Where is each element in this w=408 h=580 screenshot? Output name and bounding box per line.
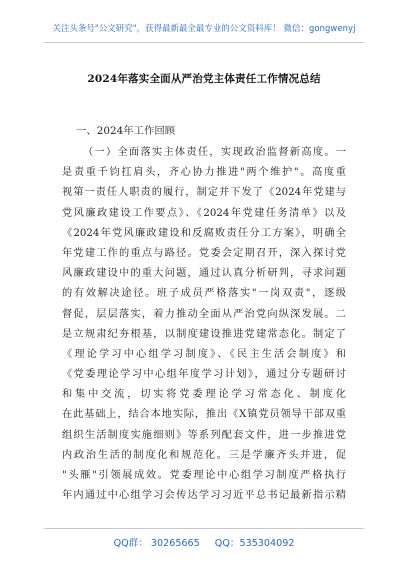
body-line: 是责重千钧扛肩头，齐心协力推进"两个维护"。高度重 [62,167,346,179]
section-heading: 一、2024年工作回顾 [76,125,176,137]
body-line: 《理论学习中心组学习制度》、《民主生活会制度》和 [62,348,346,360]
body-line: 《2024年党风廉政建设和反腐败责任分工方案》，明确全 [62,227,346,239]
body-line: 《党委理论学习中心组年度学习计划》，通过分专题研讨 [62,369,346,381]
body-line: 的有效解决途径。班子成员严格落实"一岗双责"，逐级 [62,288,346,300]
body-line: 视第一责任人职责的履行，制定并下发了《2024年党建与 [62,187,346,199]
body-line: 内政治生活的制度化和规范化。三是学廉齐头并进，促 [62,449,346,461]
footer-qq-group: QQ群： 30265665 [113,538,200,549]
footer [0,535,408,549]
body-line: （一）全面落实主体责任，实现政治监督新高度。一 [83,147,346,158]
body-line: 是立规肃纪夯根基，以制度建设推进党建常态化。制定了 [62,328,346,340]
body-line: 年内通过中心组学习会传达学习习近平总书记最新指示精 [62,490,346,502]
body-line: 在此基础上，结合本地实际，推出《X镇党员领导干部双重 [62,409,346,421]
footer-qq: QQ：535304092 [214,538,295,549]
body-line: 和集中交流，切实将党委理论学习常态化、制度化 [62,389,346,401]
body-line: 风廉政建设中的重大问题，通过认真分析研判，寻求问题 [62,268,346,280]
document-title: 2024年落实全面从严治党主体责任工作情况总结 [87,73,321,85]
header-divider [44,42,364,43]
header-banner: 关注头条号"公文研究"，获得最新最全最专业的公文资料库！ 微信：gongwenyj [52,23,356,33]
body-line: 督促，层层落实，着力推动全面从严治党向纵深发展。二 [62,308,346,320]
footer-divider [44,528,364,529]
body-line: 党风廉政建设工作要点》、《2024年党建任务清单》以及 [62,207,346,219]
body-text [62,143,346,506]
body-line: 年党建工作的重点与路径。党委会定期召开，深入探讨党 [62,247,346,259]
body-line: "头雁"引领展成效。党委理论中心组学习制度严格执行 [62,470,346,481]
body-line: 组织生活制度实施细则》等系列配套文件，进一步推进党 [62,429,346,441]
